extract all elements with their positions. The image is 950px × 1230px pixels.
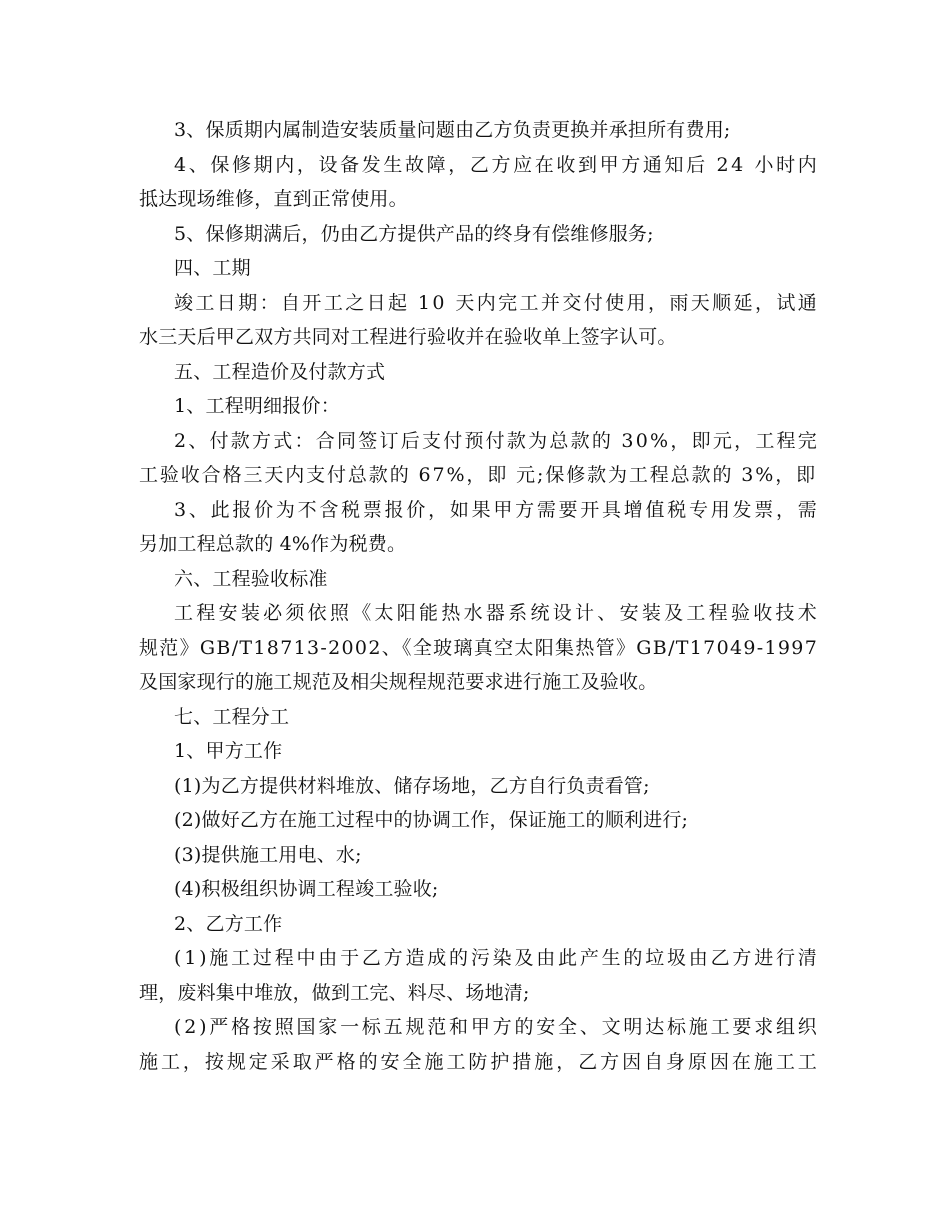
- text-line: (1)为乙方提供材料堆放、储存场地，乙方自行负责看管;: [174, 774, 650, 797]
- text-line: (3)提供施工用电、水;: [174, 843, 362, 866]
- text-line: 规范》GB/T18713-2002、《全玻璃真空太阳集热管》GB/T17049-1997: [139, 636, 819, 659]
- text-line: 2、付款方式：合同签订后支付预付款为总款的 30%，即元，工程完: [174, 429, 820, 452]
- text-line: 七、工程分工: [174, 705, 290, 728]
- text-line: 3、此报价为不含税票报价，如果甲方需要开具增值税专用发票，需: [174, 498, 820, 521]
- text-line: (2)严格按照国家一标五规范和甲方的安全、文明达标施工要求组织: [174, 1016, 820, 1038]
- text-line: 4、保修期内，设备发生故障，乙方应在收到甲方通知后 24 小时内: [174, 153, 820, 176]
- text-line: 抵达现场维修，直到正常使用。: [139, 188, 408, 210]
- document-body: [139, 113, 821, 1079]
- text-line: 及国家现行的施工规范及相尖规程规范要求进行施工及验收。: [139, 671, 658, 693]
- text-line: 水三天后甲乙双方共同对工程进行验收并在验收单上签字认可。: [139, 326, 677, 348]
- text-line: (4)积极组织协调工程竣工验收;: [174, 878, 439, 900]
- text-line: 2、乙方工作: [174, 912, 283, 935]
- text-line: 竣工日期：自开工之日起 10 天内完工并交付使用，雨天顺延，试通: [174, 291, 820, 314]
- text-line: 施工，按规定采取严格的安全施工防护措施，乙方因自身原因在施工工: [139, 1050, 820, 1073]
- text-line: 另加工程总款的 4%作为税费。: [139, 533, 407, 555]
- text-line: 五、工程造价及付款方式: [174, 360, 386, 383]
- text-line: (1)施工过程中由于乙方造成的污染及由此产生的垃圾由乙方进行清: [174, 947, 820, 969]
- text-line: (2)做好乙方在施工过程中的协调工作，保证施工的顺利进行;: [174, 809, 689, 831]
- text-line: 工验收合格三天内支付总款的 67%，即 元;保修款为工程总款的 3%，即: [139, 464, 817, 486]
- text-line: 5、保修期满后，仍由乙方提供产品的终身有偿维修服务;: [174, 222, 654, 245]
- text-line: 四、工期: [174, 257, 251, 279]
- text-line: 工程安装必须依照《太阳能热水器系统设计、安装及工程验收技术: [174, 602, 821, 624]
- text-line: 1、工程明细报价：: [174, 395, 340, 417]
- text-line: 3、保质期内属制造安装质量问题由乙方负责更换并承担所有费用;: [174, 119, 731, 141]
- text-line: 六、工程验收标准: [174, 567, 328, 590]
- text-line: 理，废料集中堆放，做到工完、料尽、场地清;: [139, 981, 530, 1004]
- text-line: 1、甲方工作: [174, 740, 283, 762]
